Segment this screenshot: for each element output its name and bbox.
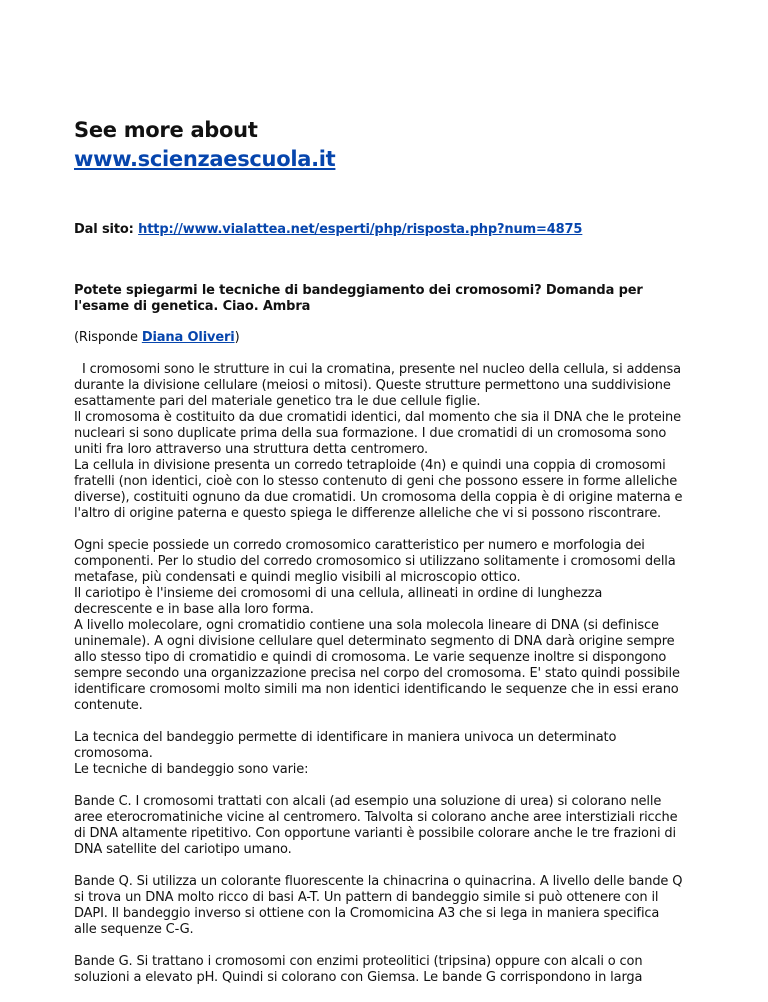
header-title: See more about xyxy=(74,118,258,142)
paragraph-line: Le tecniche di bandeggio sono varie: xyxy=(74,762,309,777)
paragraph xyxy=(74,538,700,714)
paragraph xyxy=(74,362,700,522)
paragraph-line: Il cromosoma è costituito da due cromatidi identici, dal momento che sia il DNA che le proteine xyxy=(74,410,681,425)
paragraph-line: si trova un DNA molto ricco di basi A-T. Un pattern di bandeggio simile si può ottenere con il xyxy=(74,890,659,905)
source-line xyxy=(74,222,582,238)
paragraph-line: La cellula in divisione presenta un corredo tetraploide (4n) e quindi una coppia di cromosomi xyxy=(74,458,666,473)
paragraph-line: identificare cromosomi molto simili ma non identici identificando le sequenze che in essi erano xyxy=(74,682,679,697)
paragraph-line: Bande Q. Si utilizza un colorante fluorescente la chinacrina o quinacrina. A livello delle bande Q xyxy=(74,874,683,889)
paragraph-line: uniti fra loro attraverso una struttura detta centromero. xyxy=(74,442,429,457)
paragraph-line: soluzioni a elevato pH. Quindi si colorano con Giemsa. Le bande G corrispondono in larga xyxy=(74,970,643,985)
source-url-link[interactable]: http://www.vialattea.net/esperti/php/risposta.php?num=4875 xyxy=(138,222,583,237)
answered-by-suffix: ) xyxy=(234,330,240,345)
paragraph-line: DNA satellite del cariotipo umano. xyxy=(74,842,292,857)
paragraph xyxy=(74,730,700,778)
paragraph-line: sempre secondo una organizzazione precisa nel corpo del cromosoma. E' stato quindi possibile xyxy=(74,666,680,681)
author-link[interactable]: Diana Oliveri xyxy=(141,330,235,345)
paragraph-line: metafase, più condensati e quindi meglio visibili al microscopio ottico. xyxy=(74,570,521,585)
answer-body xyxy=(74,362,700,1002)
paragraph-line: alle sequenze C-G. xyxy=(74,922,194,937)
paragraph-line: Ogni specie possiede un corredo cromosomico caratteristico per numero e morfologia dei xyxy=(74,538,645,553)
paragraph-line: l'altro di origine paterna e questo spiega le differenze alleliche che vi si possono riscontrare. xyxy=(74,506,662,521)
paragraph-line: di DNA altamente ripetitivo. Con opportune varianti è possibile colorare anche le tre frazioni di xyxy=(74,826,676,841)
answered-by xyxy=(74,330,240,346)
paragraph-line: cromosoma. xyxy=(74,746,153,761)
question-text xyxy=(74,283,674,315)
paragraph-line: I cromosomi sono le strutture in cui la cromatina, presente nel nucleo della cellula, si addensa xyxy=(74,362,681,377)
paragraph-line: uninemale). A ogni divisione cellulare quel determinato segmento di DNA darà origine sempre xyxy=(74,634,675,649)
paragraph-line: esattamente pari del materiale genetico tra le due cellule figlie. xyxy=(74,394,481,409)
paragraph-line: La tecnica del bandeggio permette di identificare in maniera univoca un determinato xyxy=(74,730,617,745)
paragraph-line: durante la divisione cellulare (meiosi o mitosi). Queste strutture permettono una suddivisione xyxy=(74,378,671,393)
paragraph-line: Bande C. I cromosomi trattati con alcali (ad esempio una soluzione di urea) si colorano nelle xyxy=(74,794,662,809)
paragraph-line: DAPI. Il bandeggio inverso si ottiene con la Cromomicina A3 che si lega in maniera specifica xyxy=(74,906,660,921)
paragraph-line: diverse), costituiti ognuno da due cromatidi. Un cromosoma della coppia è di origine materna e xyxy=(74,490,683,505)
question-line: Potete spiegarmi le tecniche di bandeggiamento dei cromosomi? Domanda per xyxy=(74,283,643,298)
paragraph-line: Bande G. Si trattano i cromosomi con enzimi proteolitici (tripsina) oppure con alcali o con xyxy=(74,954,643,969)
paragraph-line: fratelli (non identici, cioè con lo stesso contenuto di geni che possono essere in forme alleliche xyxy=(74,474,678,489)
paragraph-line: aree eterocromatiniche vicine al centromero. Talvolta si colorano anche aree interstiziali ricche xyxy=(74,810,678,825)
source-label: Dal sito: xyxy=(74,222,134,237)
paragraph-line: contenute. xyxy=(74,698,143,713)
header-block xyxy=(74,116,335,174)
paragraph xyxy=(74,794,700,858)
answered-by-prefix: (Risponde xyxy=(74,330,142,345)
paragraph xyxy=(74,874,700,938)
paragraph-line: componenti. Per lo studio del corredo cromosomico si utilizzano solitamente i cromosomi della xyxy=(74,554,676,569)
header-link[interactable]: www.scienzaescuola.it xyxy=(74,147,336,171)
paragraph-line: Il cariotipo è l'insieme dei cromosomi di una cellula, allineati in ordine di lunghezza xyxy=(74,586,603,601)
paragraph-line: allo stesso tipo di cromatidio e quindi di cromosoma. Le varie sequenze inoltre si dispongono xyxy=(74,650,667,665)
paragraph-line: nucleari si sono duplicate prima della sua formazione. I due cromatidi di un cromosoma sono xyxy=(74,426,667,441)
paragraph-line: A livello molecolare, ogni cromatidio contiene una sola molecola lineare di DNA (si definisce xyxy=(74,618,659,633)
question-line: l'esame di genetica. Ciao. Ambra xyxy=(74,299,311,314)
paragraph xyxy=(74,954,700,986)
paragraph-line: decrescente e in base alla loro forma. xyxy=(74,602,314,617)
